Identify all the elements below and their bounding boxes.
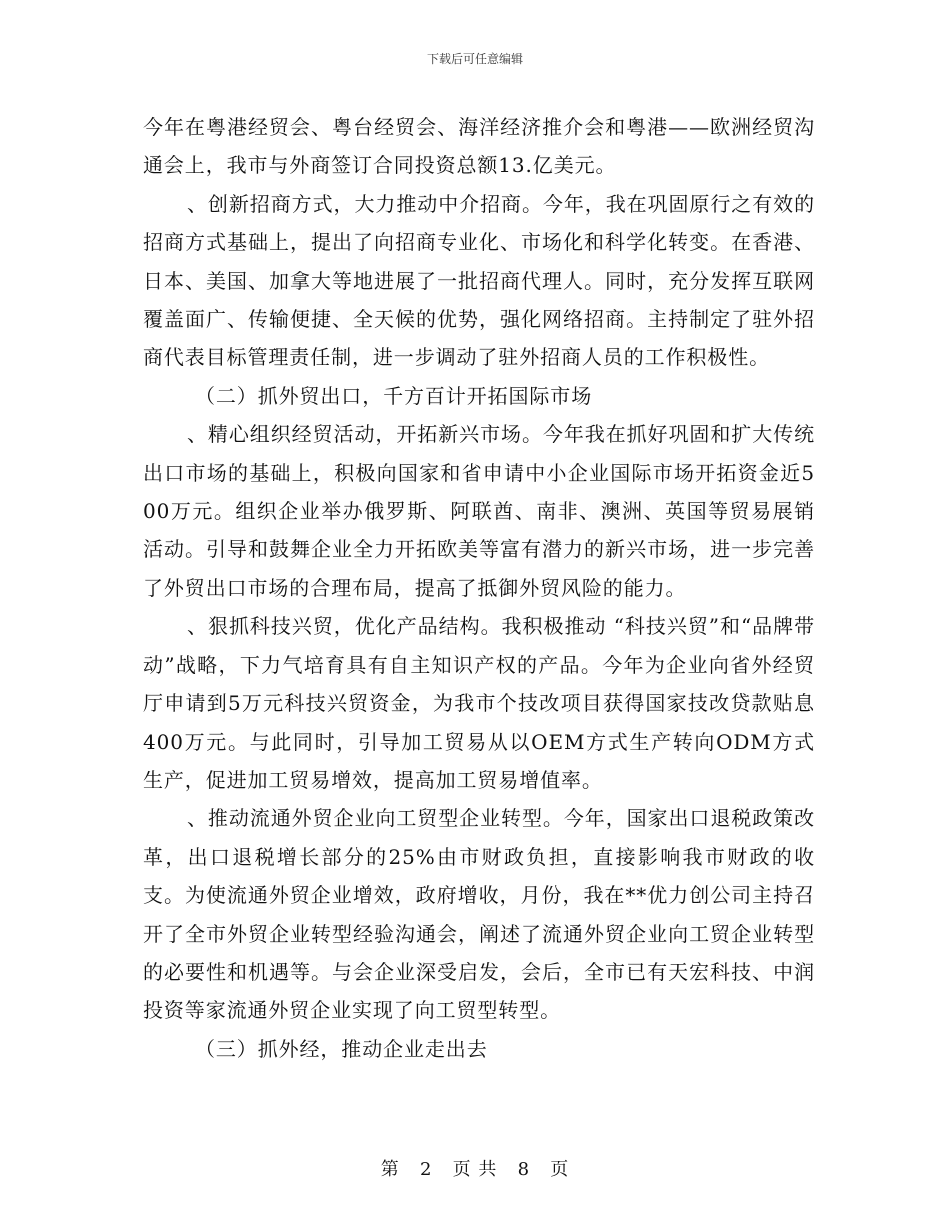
page-header: 下载后可任意编辑 xyxy=(426,52,523,66)
paragraph-tech-trade: 、狠抓科技兴贸，优化产品结构。我积极推动 “科技兴贸”和“品牌带动”战略，下力气培育具有自主知识产权的产品。今年为企业向省外经贸厅申请到5万元科技兴贸资金，为我市个技改项目获得国家技改贷款贴息400万元。与此同时，引导加工贸易从以OEM方式生产转向ODM方式生产，促进加工贸易增效，提高加工贸易增值率。 xyxy=(143,614,815,792)
paragraph-continuation: 今年在粤港经贸会、粤台经贸会、海洋经济推介会和粤港——欧洲经贸沟通会上，我市与外商签订合同投资总额13.亿美元。 xyxy=(143,115,815,178)
document-body xyxy=(143,108,815,1068)
page-label-mid: 页 共 xyxy=(452,1159,498,1180)
section-heading-export: （二）抓外贸出口，千方百计开拓国际市场 xyxy=(195,383,593,408)
section-heading-outbound: （三）抓外经，推动企业走出去 xyxy=(195,1036,488,1061)
paragraph-investment-method: 、创新招商方式，大力推动中介招商。今年，我在巩固原行之有效的招商方式基础上，提出了向招商专业化、市场化和科学化转变。在香港、日本、美国、加拿大等地进展了一批招商代理人。同时，充分发挥互联网覆盖面广、传输便捷、全天候的优势，强化网络招商。主持制定了驻外招商代表目标管理责任制，进一步调动了驻外招商人员的工作积极性。 xyxy=(143,191,815,370)
paragraph-enterprise-transition: 、推动流通外贸企业向工贸型企业转型。今年，国家出口退税政策改革，出口退税增长部分的25%由市财政负担，直接影响我市财政的收支。为使流通外贸企业增效，政府增收，月份，我在**优力创公司主持召开了全市外贸企业转型经验沟通会，阐述了流通外贸企业向工贸企业转型的必要性和机遇等。与会企业深受启发，会后，全市已有天宏科技、中润投资等家流通外贸企业实现了向工贸型转型。 xyxy=(143,806,815,1023)
total-pages-number: 8 xyxy=(517,1159,531,1180)
page-label-suffix: 页 xyxy=(550,1159,570,1180)
current-page-number: 2 xyxy=(419,1159,433,1180)
paragraph-trade-activities: 、精心组织经贸活动，开拓新兴市场。今年我在抓好巩固和扩大传统出口市场的基础上，积极向国家和省申请中小企业国际市场开拓资金近500万元。组织企业举办俄罗斯、阿联酋、南非、澳洲、英国等贸易展销活动。引导和鼓舞企业全力开拓欧美等富有潜力的新兴市场，进一步完善了外贸出口市场的合理布局，提高了抵御外贸风险的能力。 xyxy=(143,422,815,600)
page-label-prefix: 第 xyxy=(380,1159,400,1180)
page-footer xyxy=(0,1155,950,1181)
